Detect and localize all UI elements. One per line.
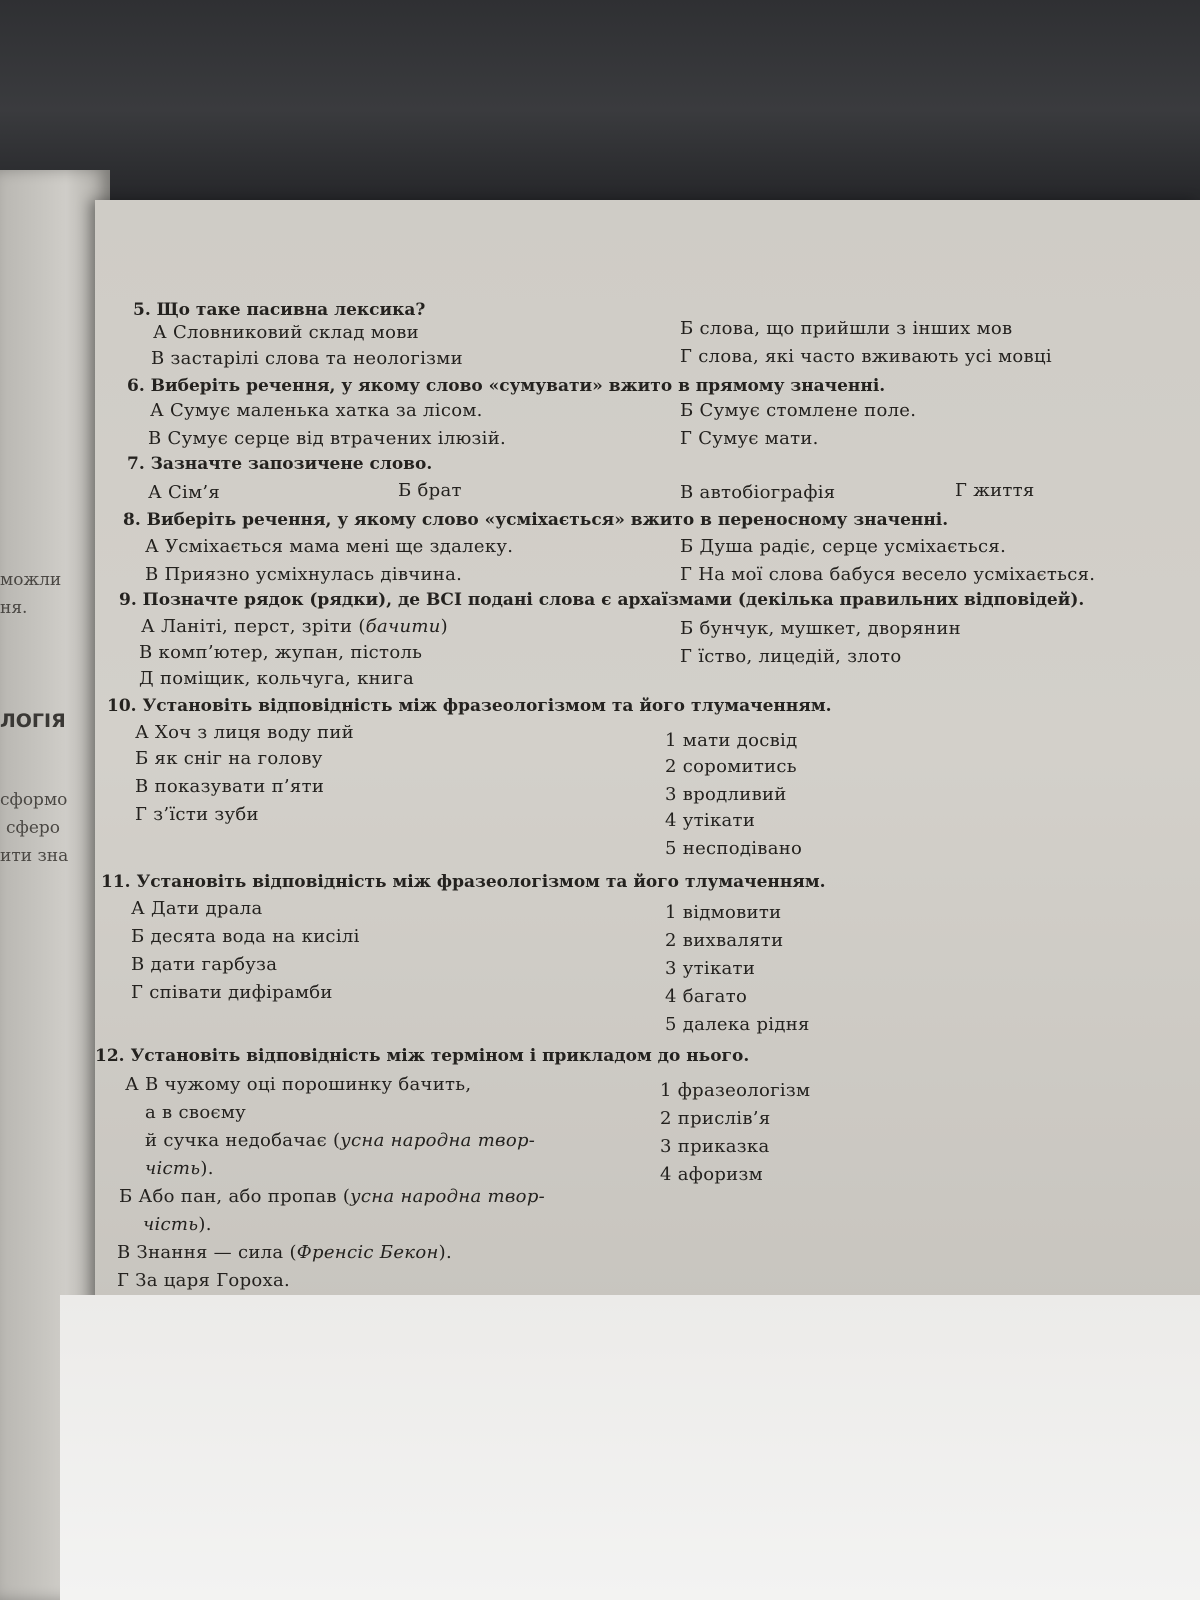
left-fragment: сформо (0, 790, 68, 810)
question-number: 11. (101, 872, 137, 892)
option-v: В автобіографія (680, 482, 836, 503)
option-v: В Сумує серце від втрачених ілюзій. (148, 428, 507, 449)
left-item: чість). (145, 1158, 214, 1179)
left-item: В показувати п’яти (135, 776, 325, 797)
right-item: 2 прислів’я (660, 1108, 771, 1129)
left-fragment: ити зна (0, 846, 69, 866)
question-text: Зазначте запозичене слово. (150, 454, 433, 474)
question-number: 10. (107, 696, 143, 716)
question-number: 7. (127, 454, 151, 474)
desk-background (0, 0, 1200, 200)
left-item: Г За царя Гороха. (117, 1270, 291, 1291)
right-item: 3 утікати (665, 958, 756, 979)
right-item: 1 відмовити (665, 902, 782, 923)
option-a: А Сім’я (148, 482, 221, 503)
question-text: Установіть відповідність між фразеологізмом та його тлумаченням. (136, 872, 826, 892)
option-a: А Словниковий склад мови (153, 322, 419, 343)
option-a: А Сумує маленька хатка за лісом. (150, 400, 483, 421)
question-text: Установіть відповідність між фразеологізмом та його тлумаченням. (142, 696, 832, 716)
question-number: 12. (95, 1046, 131, 1066)
left-fragment: можли (0, 570, 62, 590)
option-b: Б брат (398, 480, 462, 501)
right-item: 3 приказка (660, 1136, 770, 1157)
right-item: 5 несподівано (665, 838, 803, 859)
left-item: А Хоч з лиця воду пий (135, 722, 354, 743)
left-item: В дати гарбуза (131, 954, 278, 975)
right-item: 1 мати досвід (665, 730, 798, 751)
question-text: Виберіть речення, у якому слово «усміхається» вжито в переносному значенні. (146, 510, 949, 530)
question-number: 6. (127, 376, 151, 396)
option-v: В застарілі слова та неологізми (151, 348, 463, 369)
option-b: Б бунчук, мушкет, дворянин (680, 618, 961, 639)
right-item: 4 утікати (665, 810, 756, 831)
left-item: Б десята вода на кисілі (131, 926, 360, 947)
right-item: 3 вродливий (665, 784, 787, 805)
question-number: 5. (133, 300, 157, 320)
question-number: 8. (123, 510, 147, 530)
option-d: Д поміщик, кольчуга, книга (139, 668, 414, 689)
option-v: В Приязно усміхнулась дівчина. (145, 564, 463, 585)
left-item: А Дати драла (131, 898, 263, 919)
left-item: чість). (143, 1214, 212, 1235)
white-paper-sheet (60, 1295, 1200, 1600)
question-number: 9. (119, 590, 143, 610)
test-page (95, 200, 1200, 1305)
option-g: Г слова, які часто вживають усі мовці (680, 346, 1052, 367)
right-item: 2 соромитись (665, 756, 797, 777)
left-item: Г з’їсти зуби (135, 804, 259, 825)
question-text: Виберіть речення, у якому слово «сумувати» вжито в прямому значенні. (150, 376, 886, 396)
option-a: А Ланіті, перст, зріти (бачити) (141, 616, 448, 637)
left-item: й сучка недобачає (усна народна твор- (145, 1130, 536, 1151)
left-item: А В чужому оці порошинку бачить, (125, 1074, 472, 1095)
option-v: В комп’ютер, жупан, пістоль (139, 642, 423, 663)
option-b: Б Душа радіє, серце усміхається. (680, 536, 1007, 557)
option-g: Г їство, лицедій, злото (680, 646, 902, 667)
question-text: Позначте рядок (рядки), де ВСІ подані слова є архаїзмами (декілька правильних відповідей). (142, 590, 1085, 610)
left-item: а в своєму (145, 1102, 247, 1123)
question-text: Що таке пасивна лексика? (156, 300, 426, 320)
left-fragment: ЛОГІЯ (0, 710, 66, 732)
right-item: 4 афоризм (660, 1164, 763, 1185)
left-item: Б як сніг на голову (135, 748, 323, 769)
option-b: Б слова, що прийшли з інших мов (680, 318, 1013, 339)
option-b: Б Сумує стомлене поле. (680, 400, 917, 421)
option-g: Г життя (955, 480, 1035, 501)
right-item: 1 фразеологізм (660, 1080, 811, 1101)
right-item: 4 багато (665, 986, 748, 1007)
right-item: 5 далека рідня (665, 1014, 810, 1035)
option-g: Г На мої слова бабуся весело усміхається. (680, 564, 1096, 585)
left-fragment: сферо (6, 818, 61, 838)
left-fragment: ня. (0, 598, 28, 618)
question-text: Установіть відповідність між терміном і прикладом до нього. (130, 1046, 750, 1066)
option-a: А Усміхається мама мені ще здалеку. (145, 536, 514, 557)
left-item: Г співати дифірамби (131, 982, 333, 1003)
right-item: 2 вихваляти (665, 930, 784, 951)
left-item: Б Або пан, або пропав (усна народна твор- (119, 1186, 546, 1207)
left-item: В Знання — сила (Френсіс Бекон). (117, 1242, 452, 1263)
option-g: Г Сумує мати. (680, 428, 819, 449)
